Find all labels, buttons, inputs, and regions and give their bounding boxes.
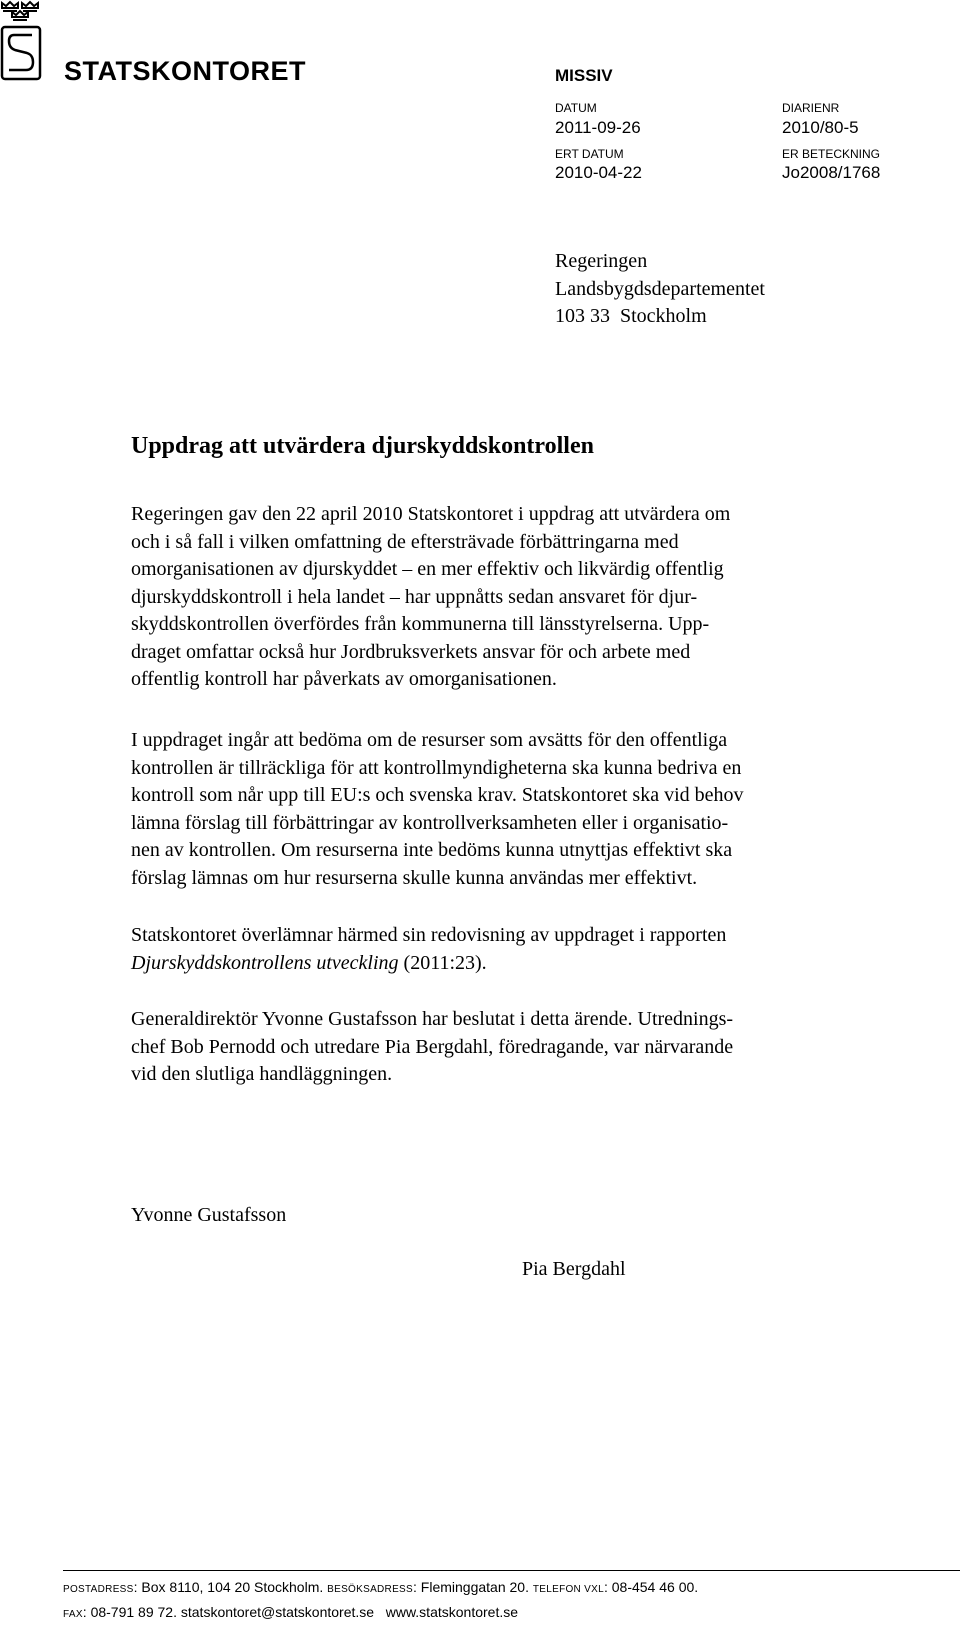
footer-line-1 [63, 1576, 698, 1601]
recipient-address [555, 248, 765, 331]
diarienr-value: 2010/80-5 [782, 118, 859, 137]
telefon-label: TELEFON VXL [532, 1584, 604, 1595]
statskontoret-logo-icon [0, 0, 62, 90]
paragraph-line: kontroll som når upp till EU:s och svenska krav. Statskontoret ska vid behov [131, 784, 744, 806]
er-beteckning-value: Jo2008/1768 [782, 163, 881, 182]
paragraph-line: draget omfattar också hur Jordbruksverkets ansvar för och arbete med [131, 640, 691, 663]
postadress-label: POSTADRESS [63, 1584, 134, 1595]
footer-line-2 [63, 1601, 698, 1626]
paragraph-2 [131, 727, 901, 892]
brand-name: STATSKONTORET [64, 56, 306, 86]
fax-value: : 08-791 89 72. statskontoret@statskontoret.se www.statskontoret.se [82, 1604, 519, 1620]
paragraph-line: vid den slutliga handläggningen. [131, 1063, 393, 1085]
signature-first: Yvonne Gustafsson [131, 1204, 287, 1226]
document-title: Uppdrag att utvärdera djurskyddskontrollen [131, 433, 594, 459]
postadress-value: : Box 8110, 104 20 Stockholm. [133, 1579, 328, 1595]
recipient-line: Regeringen [555, 250, 648, 272]
recipient-line: Landsbygdsdepartementet [555, 277, 765, 300]
paragraph-4 [131, 1006, 901, 1089]
paragraph-line: förslag lämnas om hur resurserna skulle kunna användas mer effektivt. [131, 866, 698, 889]
paragraph-line: offentlig kontroll har påverkats av omorganisationen. [131, 668, 557, 690]
paragraph-line: chef Bob Pernodd och utredare Pia Bergdahl, föredragande, var närvarande [131, 1035, 734, 1058]
paragraph-line: Regeringen gav den 22 april 2010 Statskontoret i uppdrag att utvärdera om [131, 503, 731, 525]
paragraph-3 [131, 922, 901, 977]
paragraph-line: Generaldirektör Yvonne Gustafsson har beslutat i detta ärende. Utrednings- [131, 1008, 734, 1030]
paragraph-line: kontrollen är tillräckliga för att kontrollmyndigheterna ska kunna bedriva en [131, 756, 742, 779]
datum-label: DATUM [555, 101, 597, 115]
paragraph-line: nen av kontrollen. Om resurserna inte bedöms kunna utnyttjas effektivt ska [131, 839, 733, 861]
diarienr-label: DIARIENR [782, 101, 840, 115]
paragraph-1 [131, 501, 901, 694]
footer-divider [63, 1570, 960, 1571]
paragraph-line: och i så fall i vilken omfattning de eftersträvade förbättringarna med [131, 530, 679, 553]
paragraph-line: omorganisationen av djurskyddet – en mer effektiv och likvärdig offentlig [131, 558, 724, 580]
paragraph-line [131, 950, 901, 978]
ert-datum-value: 2010-04-22 [555, 163, 642, 182]
signature-second: Pia Bergdahl [522, 1258, 626, 1280]
report-title: Djurskyddskontrollens utveckling [131, 951, 399, 974]
document-type: MISSIV [555, 66, 613, 85]
datum-value: 2011-09-26 [555, 118, 641, 137]
ert-datum-label: ERT DATUM [555, 147, 624, 161]
paragraph-line: djurskyddskontroll i hela landet – har uppnåtts sedan ansvaret för djur- [131, 585, 698, 608]
paragraph-line: skyddskontrollen överfördes från kommunerna till länsstyrelserna. Upp- [131, 613, 710, 635]
footer [63, 1576, 698, 1626]
besoksadress-label: BESÖKSADRESS [327, 1584, 413, 1595]
paragraph-line: lämna förslag till förbättringar av kontrollverksamheten eller i organisatio- [131, 811, 729, 834]
er-beteckning-label: ER BETECKNING [782, 147, 881, 161]
recipient-line: 103 33 Stockholm [555, 305, 707, 327]
telefon-value: : 08-454 46 00. [603, 1579, 699, 1595]
fax-label: FAX [63, 1609, 83, 1620]
report-number: (2011:23). [398, 951, 487, 974]
paragraph-line: I uppdraget ingår att bedöma om de resurser som avsätts för den offentliga [131, 729, 728, 751]
paragraph-line: Statskontoret överlämnar härmed sin redovisning av uppdraget i rapporten [131, 924, 727, 946]
besoksadress-value: : Fleminggatan 20. [413, 1579, 533, 1595]
